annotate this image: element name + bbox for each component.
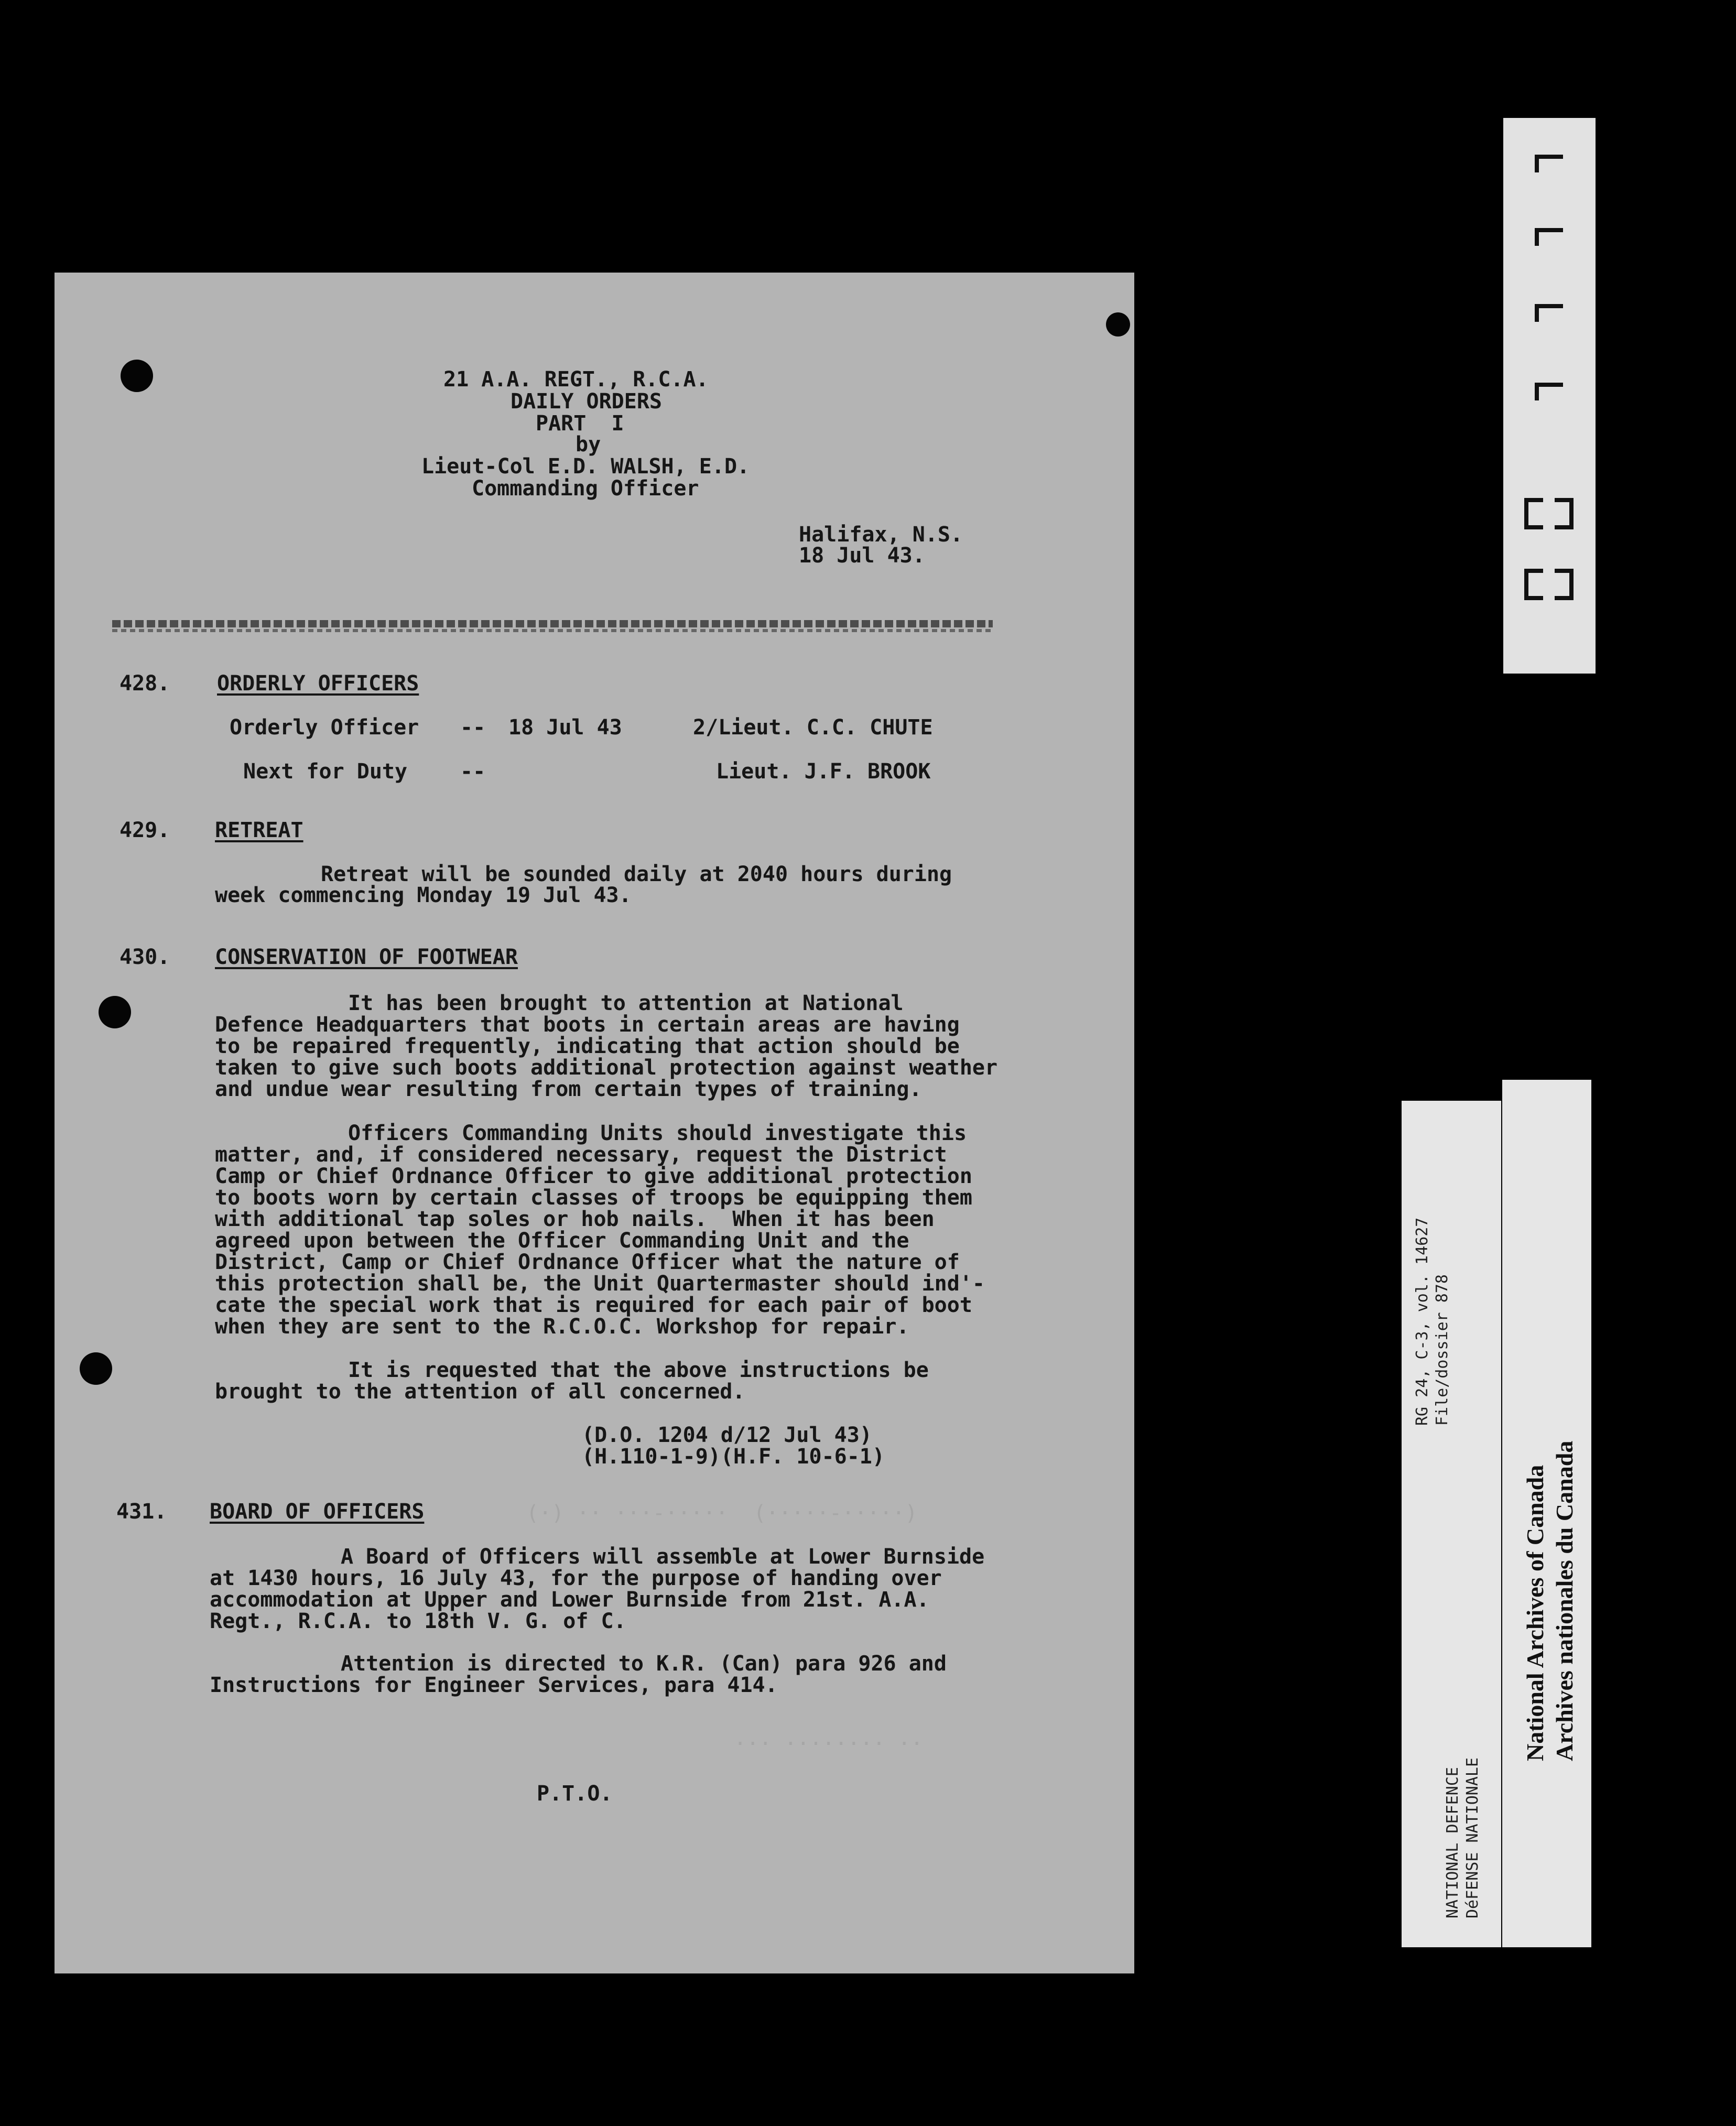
part-label: PART I	[536, 411, 624, 436]
body-line: taken to give such boots additional protection against weather	[215, 1056, 998, 1080]
archives-canada-label	[1502, 1080, 1591, 1947]
digit-0	[1524, 569, 1574, 600]
duty-label: Next for Duty	[243, 760, 408, 784]
body-line: It is requested that the above instructions be	[348, 1358, 929, 1382]
order-number: 431.	[116, 1500, 167, 1524]
body-line: District, Camp or Chief Ordnance Officer what the nature of	[215, 1250, 960, 1274]
order-title: ORDERLY OFFICERS	[217, 671, 419, 696]
unit-name: 21 A.A. REGT., R.C.A.	[443, 367, 709, 392]
duty-label: Orderly Officer	[230, 715, 419, 740]
reference-line: RG 24, C-3, vol. 14627	[1413, 1217, 1431, 1426]
body-line: A Board of Officers will assemble at Lower Burnside	[341, 1545, 985, 1569]
reference: (D.O. 1204 d/12 Jul 43)	[582, 1423, 872, 1447]
punch-hole	[99, 996, 131, 1028]
body-line: this protection shall be, the Unit Quartermaster should ind'-	[215, 1272, 985, 1296]
frame-number-strip	[1503, 118, 1596, 674]
digit-7	[1535, 383, 1563, 400]
punch-hole	[80, 1352, 112, 1385]
duty-officer: Lieut. J.F. BROOK	[716, 760, 931, 784]
bleed-through-text: ··· ········ ··	[734, 1732, 924, 1756]
archives-name-en: National Archives of Canada	[1522, 1465, 1548, 1761]
dash: --	[460, 760, 486, 784]
body-line: Retreat will be sounded daily at 2040 hours during	[321, 862, 952, 886]
body-line: Camp or Chief Ordnance Officer to give additional protection	[215, 1164, 972, 1188]
order-title: BOARD OF OFFICERS	[210, 1500, 425, 1524]
body-line: It has been brought to attention at National	[348, 991, 904, 1015]
digit-7	[1535, 304, 1563, 322]
order-number: 430.	[120, 945, 170, 969]
body-line: Instructions for Engineer Services, para 414.	[210, 1673, 778, 1697]
divider-line	[112, 629, 993, 632]
body-line: to be repaired frequently, indicating that action should be	[215, 1034, 960, 1058]
body-line: to boots worn by certain classes of troops be equipping them	[215, 1186, 972, 1210]
body-line: with additional tap soles or hob nails. When it has been	[215, 1207, 935, 1231]
by-label: by	[576, 432, 601, 457]
duty-date: 18 Jul 43	[508, 715, 622, 740]
duty-officer: 2/Lieut. C.C. CHUTE	[693, 715, 933, 740]
archives-name-fr: Archives nationales du Canada	[1551, 1440, 1578, 1761]
order-number: 428.	[120, 671, 170, 696]
punch-hole	[121, 360, 153, 392]
please-turn-over: P.T.O.	[537, 1782, 613, 1806]
body-line: Officers Commanding Units should investigate this	[348, 1121, 967, 1145]
body-line: Regt., R.C.A. to 18th V. G. of C.	[210, 1609, 626, 1633]
body-line: week commencing Monday 19 Jul 43.	[215, 883, 632, 907]
date: 18 Jul 43.	[799, 544, 925, 568]
department-line: NATIONAL DEFENCE	[1444, 1767, 1462, 1918]
department-line: DéFENSE NATIONALE	[1463, 1757, 1482, 1918]
document-page	[55, 273, 1134, 1973]
divider-line	[112, 620, 993, 627]
digit-0	[1524, 498, 1574, 529]
order-number: 429.	[120, 818, 170, 842]
body-line: Attention is directed to K.R. (Can) para 926 and	[341, 1652, 947, 1676]
body-line: agreed upon between the Officer Commanding Unit and the	[215, 1229, 909, 1253]
digit-7	[1535, 228, 1563, 246]
body-line: matter, and, if considered necessary, request the District	[215, 1143, 947, 1167]
commanding-officer-role: Commanding Officer	[472, 476, 699, 501]
reference: (H.110-1-9)(H.F. 10-6-1)	[582, 1445, 885, 1469]
body-line: cate the special work that is required for each pair of boot	[215, 1293, 972, 1317]
reference-line: File/dossier 878	[1433, 1274, 1451, 1426]
body-line: and undue wear resulting from certain types of training.	[215, 1077, 922, 1101]
body-line: brought to the attention of all concerned.	[215, 1380, 745, 1404]
archive-reference-label	[1402, 1101, 1501, 1947]
commanding-officer-name: Lieut-Col E.D. WALSH, E.D.	[421, 454, 750, 479]
place: Halifax, N.S.	[799, 523, 963, 547]
body-line: Defence Headquarters that boots in certain areas are having	[215, 1013, 960, 1037]
body-line: at 1430 hours, 16 July 43, for the purpose of handing over	[210, 1566, 942, 1590]
order-title: RETREAT	[215, 818, 303, 842]
body-line: when they are sent to the R.C.O.C. Workshop for repair.	[215, 1315, 909, 1339]
bleed-through-text: (·) ·· ···-····· (·····-·····)	[526, 1501, 918, 1525]
punch-hole	[1106, 312, 1130, 337]
dash: --	[460, 715, 486, 740]
document-title: DAILY ORDERS	[511, 389, 662, 414]
digit-7	[1535, 155, 1563, 172]
order-title: CONSERVATION OF FOOTWEAR	[215, 945, 518, 969]
body-line: accommodation at Upper and Lower Burnside from 21st. A.A.	[210, 1588, 929, 1612]
